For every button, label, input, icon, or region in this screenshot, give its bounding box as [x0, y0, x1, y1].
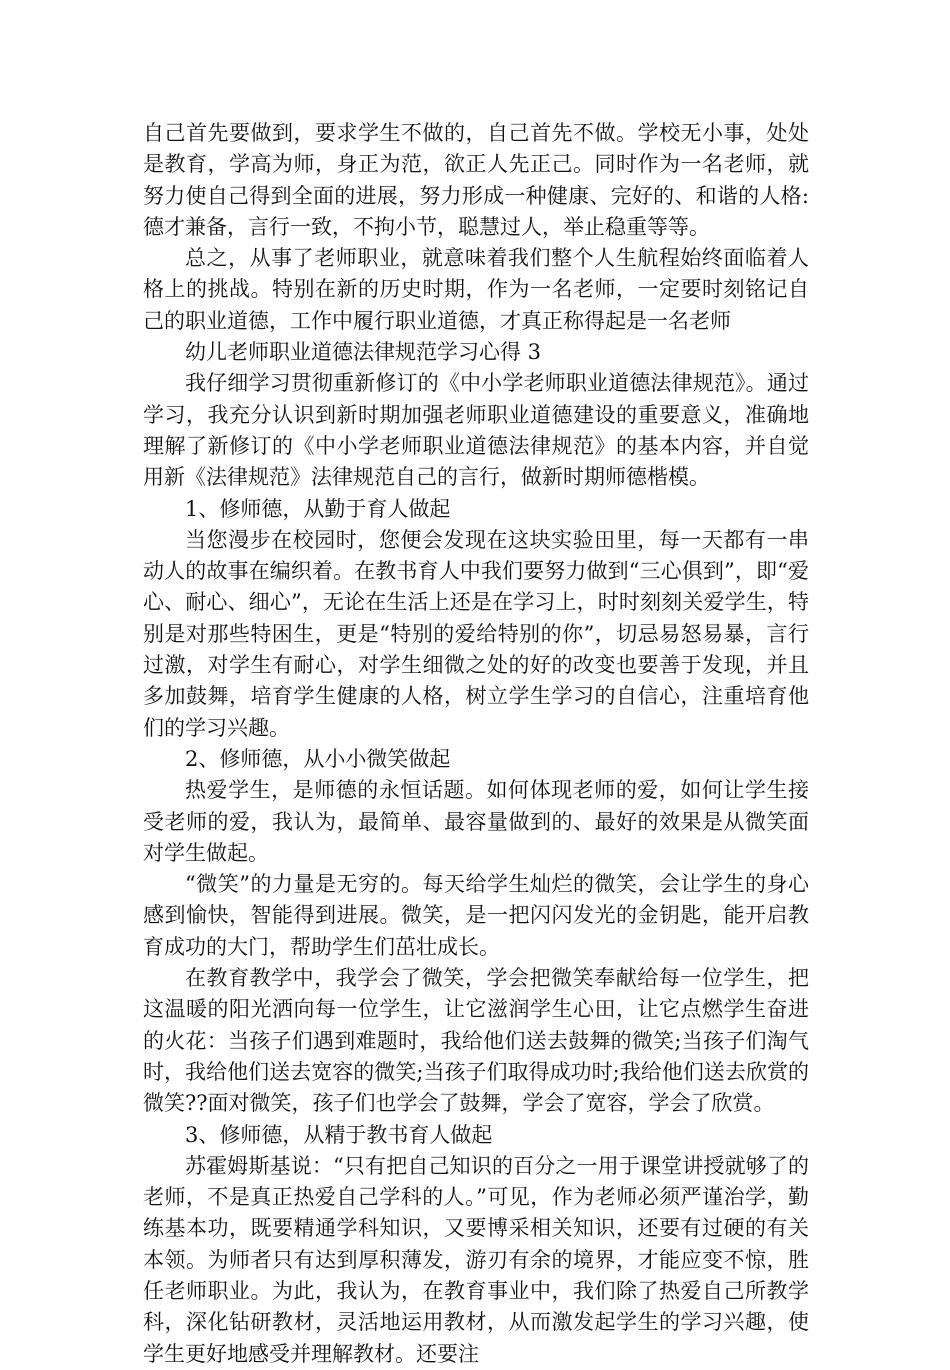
paragraph-body: 热爱学生，是师德的永恒话题。如何体现老师的爱，如何让学生接受老师的爱，我认为，最简单、最容量做到的、最好的效果是从微笑面对学生做起。 [143, 778, 809, 865]
paragraph-intro: 我仔细学习贯彻重新修订的《中小学老师职业道德法律规范》。通过学习，我充分认识到新时期加强老师职业道德建设的重要意义，准确地理解了新修订的《中小学老师职业道德法律规范》的基本内容，并自觉用新《法律规范》法律规范自己的言行，做新时期师德楷模。 [143, 371, 809, 490]
paragraph-body: “微笑”的力量是无穷的。每天给学生灿烂的微笑，会让学生的身心感到愉快，智能得到进展。微笑，是一把闪闪发光的金钥匙，能开启教育成功的大门，帮助学生们茁壮成长。 [143, 872, 809, 959]
subheading-1: 1、修师德，从勤于育人做起 [185, 496, 451, 521]
paragraph-continued: 自己首先要做到，要求学生不做的，自己首先不做。学校无小事，处处是教育，学高为师，身正为范，欲正人先正己。同时作为一名老师，就努力使自己得到全面的进展，努力形成一种健康、完好的、和谐的人格:德才兼备，言行一致，不拘小节，聪慧过人，举止稳重等等。 [143, 121, 809, 239]
paragraph-body: 苏霍姆斯基说：“只有把自己知识的百分之一用于课堂讲授就够了的老师，不是真正热爱自己学科的人。”可见，作为老师必须严谨治学，勤练基本功，既要精通学科知识，又要博采相关知识，还要有过硬的有关本领。为师者只有达到厚积薄发，游刃有余的境界，才能应变不惊，胜任老师职业。为此，我认为，在教育事业中，我们除了热爱自己所教学科，深化钻研教材，灵活地运用教材，从而激发起学生的学习兴趣，使学生更好地感受并理解教材。还要注 [143, 1153, 809, 1366]
paragraph-body: 当您漫步在校园时，您便会发现在这块实验田里，每一天都有一串动人的故事在编织着。在教书育人中我们要努力做到“三心俱到”，即“爱心、耐心、细心”，无论在生活上还是在学习上，时时刻刻关爱学生，特别是对那些特困生，更是“特别的爱给特别的你”，切忌易怒易暴，言行过激，对学生有耐心，对学生细微之处的好的改变也要善于发现，并且多加鼓舞，培育学生健康的人格，树立学生学习的自信心，注重培育他们的学习兴趣。 [143, 527, 809, 740]
document-page [143, 118, 809, 1370]
paragraph-conclusion: 总之，从事了老师职业，就意味着我们整个人生航程始终面临着人格上的挑战。特别在新的历史时期，作为一名老师，一定要时刻铭记自己的职业道德，工作中履行职业道德，才真正称得起是一名老师 [143, 246, 809, 333]
section-title: 幼儿老师职业道德法律规范学习心得 3 [185, 340, 542, 365]
subheading-2: 2、修师德，从小小微笑做起 [185, 746, 451, 771]
paragraph-body: 在教育教学中，我学会了微笑，学会把微笑奉献给每一位学生，把这温暖的阳光洒向每一位学生，让它滋润学生心田，让它点燃学生奋进的火花：当孩子们遇到难题时，我给他们送去鼓舞的微笑;当孩子们淘气时，我给他们送去宽容的微笑;当孩子们取得成功时;我给他们送去欣赏的微笑??面对微笑，孩子们也学会了鼓舞，学会了宽容，学会了欣赏。 [143, 966, 809, 1116]
subheading-3: 3、修师德，从精于教书育人做起 [185, 1122, 493, 1147]
